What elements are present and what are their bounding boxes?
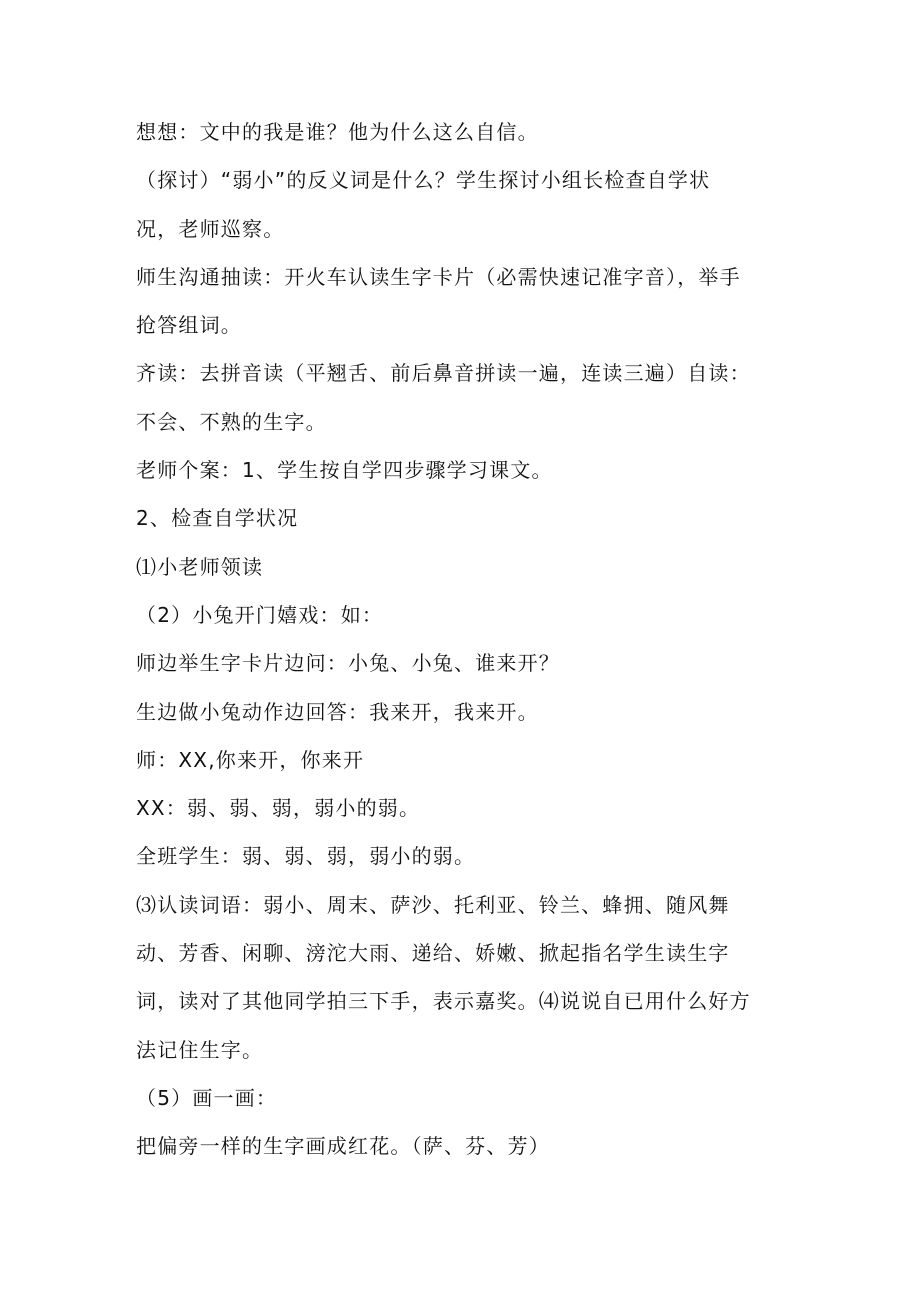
text-line: 师边举生字卡片边问：小兔、小兔、谁来开？ <box>136 651 560 676</box>
text-line: 把偏旁一样的生字画成红花。（萨、芬、芳） <box>136 1134 550 1159</box>
text-line: ⑶认读词语：弱小、周末、萨沙、托利亚、铃兰、蜂拥、随风舞 <box>136 892 730 917</box>
text-line: 全班学生：弱、弱、弱，弱小的弱。 <box>136 844 476 869</box>
text-line: 词，读对了其他同学拍三下手，表示嘉奖。⑷说说自已用什么好方 <box>136 989 751 1014</box>
text-line: 齐读：去拼音读（平翘舌、前后鼻音拼读一遍，连读三遍）自读： <box>136 361 751 386</box>
text-line: 抢答组词。 <box>136 313 242 338</box>
text-line: 况，老师巡察。 <box>136 216 285 241</box>
text-line: XX：弱、弱、弱，弱小的弱。 <box>136 796 421 821</box>
text-line: 动、芳香、闲聊、滂沱大雨、递给、娇嫩、掀起指名学生读生字 <box>136 941 730 966</box>
document-body <box>136 108 776 1171</box>
text-line: ⑴小老师领读 <box>136 554 264 579</box>
text-line: 法记住生字。 <box>136 1037 264 1062</box>
text-line: 生边做小兔动作边回答：我来开，我来开。 <box>136 699 539 724</box>
text-line: （2）小兔开门嬉戏：如： <box>136 602 384 627</box>
text-line: 师生沟通抽读：开火车认读生字卡片（必需快速记准字音），举手 <box>136 264 741 289</box>
text-line: （探讨）“弱小”的反义词是什么？学生探讨小组长检查自学状 <box>136 168 711 193</box>
text-line: 想想：文中的我是谁？他为什么这么自信。 <box>136 120 539 144</box>
text-line: 老师个案：1、学生按自学四步骤学习课文。 <box>136 458 553 483</box>
text-line: （5）画一画： <box>136 1085 278 1110</box>
text-line: 2、检查自学状况 <box>136 506 299 531</box>
text-line: 师：XX,你来开，你来开 <box>136 747 365 772</box>
text-line: 不会、不熟的生字。 <box>136 409 327 434</box>
